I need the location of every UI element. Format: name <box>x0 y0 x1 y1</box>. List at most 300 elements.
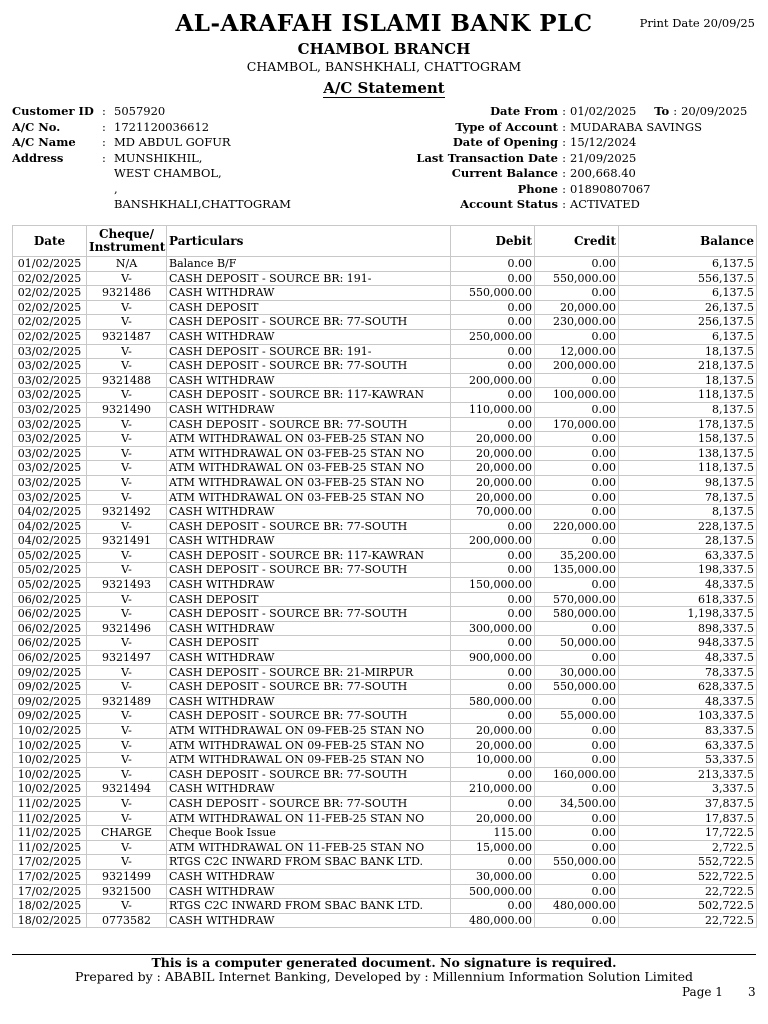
col-header-date: Date <box>13 226 87 257</box>
table-row <box>13 913 757 928</box>
cell-date: 10/02/2025 <box>13 738 87 753</box>
cell-credit: 0.00 <box>535 724 619 739</box>
col-header-cheque: Cheque/ Instrument <box>87 226 167 257</box>
cell-debit: 30,000.00 <box>451 869 535 884</box>
cell-cheque: 9321489 <box>87 694 167 709</box>
cell-date: 02/02/2025 <box>13 286 87 301</box>
cell-date: 05/02/2025 <box>13 578 87 593</box>
cell-credit: 135,000.00 <box>535 563 619 578</box>
last-txn-label: Last Transaction Date <box>416 150 558 165</box>
cell-cheque: V- <box>87 417 167 432</box>
cell-balance: 98,137.5 <box>619 475 757 490</box>
table-row <box>13 257 757 272</box>
cell-particulars: ATM WITHDRAWAL ON 03-FEB-25 STAN NO <box>167 475 451 490</box>
cell-debit: 580,000.00 <box>451 694 535 709</box>
table-row <box>13 621 757 636</box>
address-line-4: BANSHKHALI,CHATTOGRAM <box>114 197 291 211</box>
cell-particulars: CASH WITHDRAW <box>167 373 451 388</box>
cell-balance: 78,137.5 <box>619 490 757 505</box>
cell-credit: 580,000.00 <box>535 607 619 622</box>
cell-cheque: 9321493 <box>87 578 167 593</box>
cell-cheque: V- <box>87 899 167 914</box>
cell-balance: 158,137.5 <box>619 432 757 447</box>
address-line-3: , <box>114 181 118 196</box>
cell-balance: 256,137.5 <box>619 315 757 330</box>
cell-cheque: 9321490 <box>87 402 167 417</box>
cell-particulars: CASH WITHDRAW <box>167 534 451 549</box>
cell-credit: 230,000.00 <box>535 315 619 330</box>
branch-address: CHAMBOL, BANSHKHALI, CHATTOGRAM <box>246 59 522 74</box>
cell-debit: 0.00 <box>451 519 535 534</box>
cell-particulars: CASH DEPOSIT - SOURCE BR: 21-MIRPUR <box>167 665 451 680</box>
cell-particulars: CASH DEPOSIT - SOURCE BR: 77-SOUTH <box>167 519 451 534</box>
cell-debit: 0.00 <box>451 257 535 272</box>
cell-debit: 20,000.00 <box>451 724 535 739</box>
cell-balance: 118,137.5 <box>619 461 757 476</box>
phone-value: 01890807067 <box>570 181 651 196</box>
table-row <box>13 899 757 914</box>
cell-particulars: ATM WITHDRAWAL ON 09-FEB-25 STAN NO <box>167 724 451 739</box>
col-header-balance: Balance <box>619 226 757 257</box>
cell-credit: 12,000.00 <box>535 344 619 359</box>
table-row <box>13 738 757 753</box>
cell-balance: 218,137.5 <box>619 359 757 374</box>
cell-cheque: V- <box>87 461 167 476</box>
date-to-value: 20/09/2025 <box>681 104 748 118</box>
cell-balance: 213,337.5 <box>619 767 757 782</box>
cell-cheque: V- <box>87 607 167 622</box>
page-number: Page 1 <box>682 985 723 999</box>
cell-balance: 8,137.5 <box>619 505 757 520</box>
cell-debit: 110,000.00 <box>451 402 535 417</box>
account-type-row: Type of Account : MUDARABA SAVINGS <box>390 120 747 136</box>
cell-date: 05/02/2025 <box>13 563 87 578</box>
cell-date: 03/02/2025 <box>13 475 87 490</box>
cell-balance: 618,337.5 <box>619 592 757 607</box>
address-line-1: MUNSHIKHIL, <box>114 150 203 165</box>
cell-credit: 0.00 <box>535 329 619 344</box>
cell-balance: 83,337.5 <box>619 724 757 739</box>
cell-cheque: V- <box>87 753 167 768</box>
phone-label: Phone <box>517 181 558 196</box>
cell-balance: 18,137.5 <box>619 373 757 388</box>
address-line-2: WEST CHAMBOL, <box>114 166 222 180</box>
table-row <box>13 475 757 490</box>
cell-cheque: V- <box>87 388 167 403</box>
cell-balance: 502,722.5 <box>619 899 757 914</box>
table-row <box>13 388 757 403</box>
table-row <box>13 869 757 884</box>
cell-debit: 0.00 <box>451 899 535 914</box>
table-row <box>13 753 757 768</box>
cell-balance: 22,722.5 <box>619 884 757 899</box>
cell-particulars: CASH WITHDRAW <box>167 329 451 344</box>
branch-name: CHAMBOL BRANCH <box>297 40 471 58</box>
table-row <box>13 767 757 782</box>
cell-particulars: ATM WITHDRAWAL ON 09-FEB-25 STAN NO <box>167 753 451 768</box>
cell-debit: 20,000.00 <box>451 738 535 753</box>
cell-credit: 0.00 <box>535 446 619 461</box>
cell-cheque: V- <box>87 811 167 826</box>
cell-balance: 198,337.5 <box>619 563 757 578</box>
cell-debit: 0.00 <box>451 709 535 724</box>
cell-credit: 0.00 <box>535 286 619 301</box>
cell-cheque: V- <box>87 359 167 374</box>
account-type-value: MUDARABA SAVINGS <box>570 119 702 134</box>
footer-prepared-by: Prepared by : ABABIL Internet Banking, Developed by : Millennium Information Solution Limited <box>75 969 693 984</box>
date-from-label: Date From <box>490 104 558 118</box>
cell-debit: 0.00 <box>451 665 535 680</box>
table-row <box>13 592 757 607</box>
cell-debit: 0.00 <box>451 417 535 432</box>
cell-particulars: CASH WITHDRAW <box>167 651 451 666</box>
cell-balance: 1,198,337.5 <box>619 607 757 622</box>
cell-credit: 50,000.00 <box>535 636 619 651</box>
cell-date: 17/02/2025 <box>13 884 87 899</box>
cell-date: 03/02/2025 <box>13 359 87 374</box>
cell-cheque: N/A <box>87 257 167 272</box>
cell-debit: 0.00 <box>451 607 535 622</box>
cell-date: 04/02/2025 <box>13 505 87 520</box>
cell-particulars: CASH DEPOSIT <box>167 300 451 315</box>
cell-cheque: 9321497 <box>87 651 167 666</box>
cell-credit: 0.00 <box>535 578 619 593</box>
cell-date: 06/02/2025 <box>13 636 87 651</box>
cell-cheque: 9321494 <box>87 782 167 797</box>
cell-date: 11/02/2025 <box>13 826 87 841</box>
cell-balance: 17,837.5 <box>619 811 757 826</box>
cell-credit: 0.00 <box>535 432 619 447</box>
cell-particulars: ATM WITHDRAWAL ON 09-FEB-25 STAN NO <box>167 738 451 753</box>
cell-balance: 26,137.5 <box>619 300 757 315</box>
cell-particulars: CASH DEPOSIT - SOURCE BR: 77-SOUTH <box>167 359 451 374</box>
account-no-row: A/C No. : 1721120036612 <box>12 119 210 134</box>
customer-id-row: Customer ID : 5057920 <box>12 104 166 118</box>
current-balance-label: Current Balance <box>451 166 558 180</box>
table-row <box>13 402 757 417</box>
cell-debit: 900,000.00 <box>451 651 535 666</box>
cell-balance: 53,337.5 <box>619 753 757 768</box>
cell-credit: 0.00 <box>535 840 619 855</box>
cell-particulars: CASH DEPOSIT <box>167 592 451 607</box>
table-row <box>13 461 757 476</box>
cell-date: 06/02/2025 <box>13 592 87 607</box>
cell-credit: 55,000.00 <box>535 709 619 724</box>
cell-particulars: ATM WITHDRAWAL ON 03-FEB-25 STAN NO <box>167 490 451 505</box>
opening-date-value: 15/12/2024 <box>570 135 637 149</box>
account-no-value: 1721120036612 <box>114 119 210 134</box>
cell-date: 11/02/2025 <box>13 811 87 826</box>
cell-cheque: V- <box>87 475 167 490</box>
cell-cheque: 9321499 <box>87 869 167 884</box>
cell-date: 03/02/2025 <box>13 344 87 359</box>
cell-debit: 10,000.00 <box>451 753 535 768</box>
cell-balance: 2,722.5 <box>619 840 757 855</box>
col-header-particulars: Particulars <box>167 226 451 257</box>
address-value <box>114 151 291 213</box>
cell-debit: 0.00 <box>451 855 535 870</box>
cell-debit: 0.00 <box>451 563 535 578</box>
cell-cheque: 9321492 <box>87 505 167 520</box>
cell-debit: 0.00 <box>451 680 535 695</box>
cell-debit: 300,000.00 <box>451 621 535 636</box>
table-row <box>13 796 757 811</box>
cell-cheque: V- <box>87 636 167 651</box>
cell-debit: 0.00 <box>451 315 535 330</box>
cell-cheque: V- <box>87 300 167 315</box>
statement-title-text: A/C Statement <box>323 79 445 97</box>
cell-cheque: V- <box>87 548 167 563</box>
cell-cheque: V- <box>87 855 167 870</box>
cell-balance: 3,337.5 <box>619 782 757 797</box>
cell-particulars: ATM WITHDRAWAL ON 11-FEB-25 STAN NO <box>167 840 451 855</box>
table-row <box>13 505 757 520</box>
table-row <box>13 694 757 709</box>
cell-balance: 6,137.5 <box>619 286 757 301</box>
cell-cheque: V- <box>87 738 167 753</box>
table-row <box>13 826 757 841</box>
cell-particulars: Balance B/F <box>167 257 451 272</box>
cell-particulars: CASH WITHDRAW <box>167 869 451 884</box>
cell-debit: 20,000.00 <box>451 475 535 490</box>
cell-balance: 552,722.5 <box>619 855 757 870</box>
opening-date-label: Date of Opening <box>452 135 558 149</box>
cell-cheque: 9321486 <box>87 286 167 301</box>
account-status-row: Account Status : ACTIVATED <box>390 197 747 213</box>
cell-date: 11/02/2025 <box>13 796 87 811</box>
cell-balance: 48,337.5 <box>619 651 757 666</box>
cell-debit: 0.00 <box>451 359 535 374</box>
table-row <box>13 446 757 461</box>
cell-particulars: ATM WITHDRAWAL ON 03-FEB-25 STAN NO <box>167 432 451 447</box>
table-row <box>13 724 757 739</box>
cell-debit: 0.00 <box>451 592 535 607</box>
cell-particulars: CASH DEPOSIT - SOURCE BR: 117-KAWRAN <box>167 548 451 563</box>
cell-date: 02/02/2025 <box>13 329 87 344</box>
cell-debit: 20,000.00 <box>451 490 535 505</box>
cell-particulars: CASH WITHDRAW <box>167 913 451 928</box>
cell-credit: 0.00 <box>535 826 619 841</box>
cell-cheque: V- <box>87 796 167 811</box>
cell-balance: 103,337.5 <box>619 709 757 724</box>
cell-date: 02/02/2025 <box>13 300 87 315</box>
cell-credit: 0.00 <box>535 782 619 797</box>
cell-debit: 200,000.00 <box>451 534 535 549</box>
table-row <box>13 578 757 593</box>
cell-debit: 500,000.00 <box>451 884 535 899</box>
cell-date: 09/02/2025 <box>13 680 87 695</box>
table-row <box>13 855 757 870</box>
cell-date: 09/02/2025 <box>13 665 87 680</box>
cell-date: 09/02/2025 <box>13 709 87 724</box>
cell-particulars: CASH WITHDRAW <box>167 402 451 417</box>
cell-date: 03/02/2025 <box>13 373 87 388</box>
cell-date: 03/02/2025 <box>13 388 87 403</box>
cell-debit: 115.00 <box>451 826 535 841</box>
address-label: Address <box>12 150 64 165</box>
cell-date: 04/02/2025 <box>13 519 87 534</box>
cell-particulars: CASH DEPOSIT - SOURCE BR: 77-SOUTH <box>167 709 451 724</box>
cell-debit: 0.00 <box>451 548 535 563</box>
col-header-debit: Debit <box>451 226 535 257</box>
cell-particulars: CASH DEPOSIT - SOURCE BR: 77-SOUTH <box>167 680 451 695</box>
cell-particulars: ATM WITHDRAWAL ON 03-FEB-25 STAN NO <box>167 461 451 476</box>
cell-debit: 15,000.00 <box>451 840 535 855</box>
cell-particulars: CASH DEPOSIT - SOURCE BR: 77-SOUTH <box>167 563 451 578</box>
cell-date: 09/02/2025 <box>13 694 87 709</box>
cell-cheque: 9321487 <box>87 329 167 344</box>
cell-date: 03/02/2025 <box>13 461 87 476</box>
cell-balance: 17,722.5 <box>619 826 757 841</box>
cell-balance: 228,137.5 <box>619 519 757 534</box>
cell-cheque: V- <box>87 344 167 359</box>
cell-credit: 0.00 <box>535 402 619 417</box>
cell-date: 03/02/2025 <box>13 417 87 432</box>
table-row <box>13 519 757 534</box>
cell-particulars: RTGS C2C INWARD FROM SBAC BANK LTD. <box>167 899 451 914</box>
cell-cheque: V- <box>87 665 167 680</box>
cell-date: 18/02/2025 <box>13 913 87 928</box>
address-row: Address : MUNSHIKHIL, WEST CHAMBOL, , BANSHKHALI,CHATTOGRAM <box>12 150 291 211</box>
cell-particulars: Cheque Book Issue <box>167 826 451 841</box>
cell-cheque: V- <box>87 563 167 578</box>
cell-particulars: CASH WITHDRAW <box>167 694 451 709</box>
cell-cheque: V- <box>87 519 167 534</box>
footer-note: This is a computer generated document. No signature is required. <box>151 955 617 970</box>
page-total: 3 <box>748 985 756 999</box>
cell-cheque: 9321491 <box>87 534 167 549</box>
cell-balance: 48,337.5 <box>619 694 757 709</box>
cell-balance: 6,137.5 <box>619 329 757 344</box>
cell-cheque: 9321496 <box>87 621 167 636</box>
cell-balance: 18,137.5 <box>619 344 757 359</box>
cell-credit: 550,000.00 <box>535 271 619 286</box>
cell-debit: 210,000.00 <box>451 782 535 797</box>
cell-credit: 0.00 <box>535 738 619 753</box>
cell-particulars: CASH DEPOSIT - SOURCE BR: 77-SOUTH <box>167 796 451 811</box>
cell-credit: 0.00 <box>535 461 619 476</box>
print-date: Print Date 20/09/25 <box>639 16 755 30</box>
account-name-label: A/C Name <box>12 135 76 149</box>
table-body <box>13 257 757 928</box>
cell-credit: 30,000.00 <box>535 665 619 680</box>
cell-balance: 48,337.5 <box>619 578 757 593</box>
cell-credit: 170,000.00 <box>535 417 619 432</box>
cell-debit: 0.00 <box>451 271 535 286</box>
cell-credit: 550,000.00 <box>535 680 619 695</box>
cell-balance: 63,337.5 <box>619 738 757 753</box>
cell-debit: 20,000.00 <box>451 461 535 476</box>
cell-credit: 0.00 <box>535 694 619 709</box>
cell-date: 06/02/2025 <box>13 651 87 666</box>
cell-cheque: V- <box>87 840 167 855</box>
cell-particulars: CASH DEPOSIT - SOURCE BR: 117-KAWRAN <box>167 388 451 403</box>
table-row <box>13 300 757 315</box>
table-header-row <box>13 226 757 257</box>
current-balance-value: 200,668.40 <box>570 166 636 180</box>
cell-debit: 20,000.00 <box>451 432 535 447</box>
table-row <box>13 811 757 826</box>
table-row <box>13 286 757 301</box>
cell-balance: 8,137.5 <box>619 402 757 417</box>
cell-credit: 0.00 <box>535 869 619 884</box>
cell-credit: 0.00 <box>535 884 619 899</box>
cell-cheque: V- <box>87 490 167 505</box>
cell-credit: 480,000.00 <box>535 899 619 914</box>
cell-debit: 150,000.00 <box>451 578 535 593</box>
table-row <box>13 417 757 432</box>
cell-cheque: V- <box>87 315 167 330</box>
cell-balance: 28,137.5 <box>619 534 757 549</box>
cell-debit: 0.00 <box>451 388 535 403</box>
cell-date: 02/02/2025 <box>13 271 87 286</box>
cell-debit: 0.00 <box>451 300 535 315</box>
table-row <box>13 548 757 563</box>
cell-date: 03/02/2025 <box>13 446 87 461</box>
cell-cheque: V- <box>87 432 167 447</box>
cell-credit: 100,000.00 <box>535 388 619 403</box>
cell-date: 02/02/2025 <box>13 315 87 330</box>
last-txn-row: Last Transaction Date : 21/09/2025 <box>390 151 747 167</box>
cell-debit: 200,000.00 <box>451 373 535 388</box>
date-range-row: Date From : 01/02/2025 To : 20/09/2025 <box>390 104 747 120</box>
cell-credit: 35,200.00 <box>535 548 619 563</box>
cell-date: 10/02/2025 <box>13 753 87 768</box>
cell-balance: 556,137.5 <box>619 271 757 286</box>
table-row <box>13 782 757 797</box>
table-row <box>13 607 757 622</box>
table-row <box>13 563 757 578</box>
col-header-credit: Credit <box>535 226 619 257</box>
cell-credit: 0.00 <box>535 534 619 549</box>
cell-cheque: 9321500 <box>87 884 167 899</box>
cell-credit: 200,000.00 <box>535 359 619 374</box>
customer-id-value: 5057920 <box>114 104 166 118</box>
cell-credit: 550,000.00 <box>535 855 619 870</box>
cell-balance: 138,137.5 <box>619 446 757 461</box>
table-row <box>13 315 757 330</box>
cell-cheque: V- <box>87 709 167 724</box>
table-row <box>13 329 757 344</box>
table-row <box>13 636 757 651</box>
cell-date: 03/02/2025 <box>13 402 87 417</box>
cell-debit: 480,000.00 <box>451 913 535 928</box>
cell-credit: 0.00 <box>535 373 619 388</box>
cell-balance: 948,337.5 <box>619 636 757 651</box>
cell-particulars: CASH DEPOSIT - SOURCE BR: 77-SOUTH <box>167 315 451 330</box>
table-row <box>13 373 757 388</box>
cell-particulars: CASH WITHDRAW <box>167 884 451 899</box>
table-row <box>13 884 757 899</box>
cell-balance: 522,722.5 <box>619 869 757 884</box>
transactions-table <box>12 225 757 928</box>
current-balance-row: Current Balance : 200,668.40 <box>390 166 747 182</box>
table-row <box>13 680 757 695</box>
cell-particulars: CASH DEPOSIT - SOURCE BR: 77-SOUTH <box>167 607 451 622</box>
cell-credit: 160,000.00 <box>535 767 619 782</box>
account-status-value: ACTIVATED <box>570 197 640 211</box>
cell-date: 17/02/2025 <box>13 869 87 884</box>
cell-particulars: CASH DEPOSIT - SOURCE BR: 77-SOUTH <box>167 767 451 782</box>
cell-debit: 550,000.00 <box>451 286 535 301</box>
cell-particulars: CASH WITHDRAW <box>167 782 451 797</box>
cell-date: 03/02/2025 <box>13 432 87 447</box>
cell-particulars: CASH WITHDRAW <box>167 621 451 636</box>
account-type-label: Type of Account <box>455 119 558 134</box>
opening-date-row: Date of Opening : 15/12/2024 <box>390 135 747 151</box>
account-no-label: A/C No. <box>12 119 61 134</box>
cell-cheque: V- <box>87 271 167 286</box>
